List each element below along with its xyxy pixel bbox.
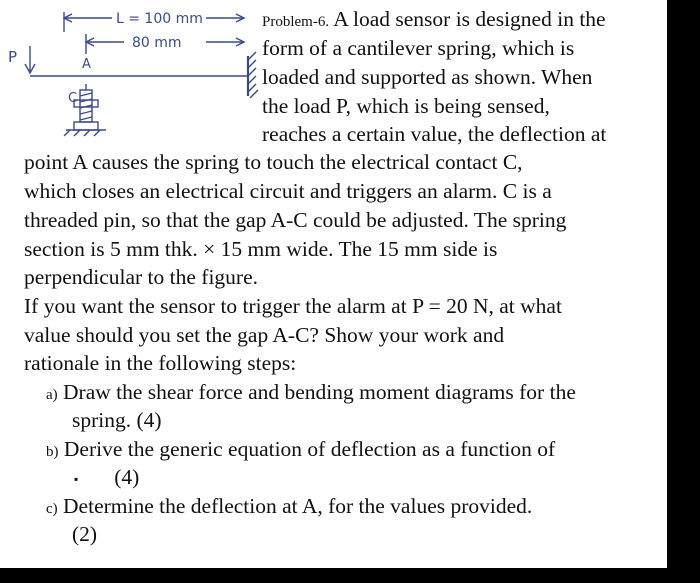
step-c-marker: c) [46, 501, 58, 517]
problem-line-12: value should you set the gap A-C? Show your work and [24, 323, 505, 347]
problem-line-6: point A causes the spring to touch the electrical contact C, [24, 150, 523, 174]
problem-line-2: form of a cantilever spring, which is [262, 36, 575, 60]
step-c-line-2: (2) [72, 522, 98, 546]
step-c-text: Determine the deflection at A, for the values provided. [63, 494, 533, 518]
load-P-label: P [8, 48, 18, 66]
problem-line-13: rationale in the following steps: [24, 351, 297, 375]
dimension-80mm-label: 80 mm [132, 35, 182, 51]
step-b-points: (4) [114, 465, 140, 489]
step-b-marker: b) [46, 444, 59, 460]
problem-line-10: perpendicular to the figure. [24, 265, 259, 289]
problem-line-4: the load P, which is being sensed, [262, 94, 550, 118]
step-b-text: Derive the generic equation of deflection as a function of [63, 437, 556, 461]
cantilever-figure [0, 0, 262, 152]
problem-line-3: loaded and supported as shown. When [262, 65, 593, 89]
step-c-line-1 [46, 492, 532, 524]
step-a-marker: a) [46, 387, 58, 403]
step-b-bullet: ▪ [74, 471, 79, 486]
problem-line-9: section is 5 mm thk. × 15 mm wide. The 15 mm side is [24, 237, 498, 261]
problem-line-5: reaches a certain value, the deflection at [262, 122, 607, 146]
step-b-line-1 [46, 435, 555, 467]
step-a-line-2: spring. (4) [72, 408, 162, 432]
contact-C-label: C [68, 91, 78, 106]
dimension-L-label: L = 100 mm [116, 11, 203, 27]
problem-number: Problem-6. [262, 14, 330, 30]
problem-line-7: which closes an electrical circuit and triggers an alarm. C is a [24, 179, 552, 203]
step-a-text: Draw the shear force and bending moment diagrams for the [63, 380, 576, 404]
problem-line-8: threaded pin, so that the gap A-C could be adjusted. The spring [24, 208, 567, 232]
step-a-line-1 [46, 378, 576, 410]
point-A-label: A [82, 57, 91, 72]
problem-text: A load sensor is designed in the [333, 7, 606, 31]
step-b-line-2 [74, 463, 139, 493]
problem-line-1 [262, 5, 606, 37]
problem-line-11: If you want the sensor to trigger the alarm at P = 20 N, at what [24, 294, 562, 318]
